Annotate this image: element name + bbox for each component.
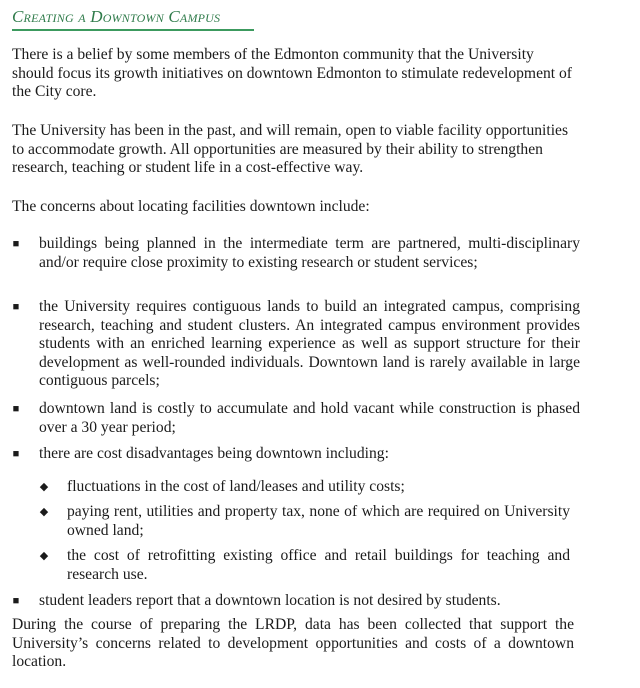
sub-bullet-text: fluctuations in the cost of land/leases and utility costs; [67, 478, 405, 495]
bullet-text: there are cost disadvantages being downtown including: [39, 445, 389, 462]
diamond-bullet-icon: ◆ [39, 506, 49, 518]
diamond-bullet-icon: ◆ [39, 481, 49, 493]
square-bullet-icon: ■ [12, 595, 20, 607]
bullet-text: downtown land is costly to accumulate and hold vacant while construction is phased over a 30 year period; [39, 400, 580, 436]
sub-bullet-text: paying rent, utilities and property tax, none of which are required on University owned land; [67, 503, 570, 539]
bullet-text: the University requires contiguous lands to build an integrated campus, comprising research, teaching and student clusters. An integrated campus environment provides students with an enriched learning experience as well as support structure for their development as well-rounded individuals. Downtown land is rarely available in large contiguous parcels; [39, 298, 580, 389]
bullet-text: buildings being planned in the intermediate term are partnered, multi-disciplinary and/or require close proximity to existing research or student services; [39, 235, 580, 271]
sub-bullet-text: the cost of retrofitting existing office and retail buildings for teaching and research use. [67, 547, 570, 583]
diamond-bullet-icon: ◆ [39, 550, 49, 562]
bullet-text: student leaders report that a downtown location is not desired by students. [39, 592, 501, 609]
closing-paragraph: During the course of preparing the LRDP, data has been collected that support the University’s concerns related to development opportunities and costs of a downtown location. [12, 616, 574, 670]
section-heading: Creating a Downtown Campus [12, 7, 221, 26]
intro-paragraph: There is a belief by some members of the Edmonton community that the University should focus its growth initiatives on downtown Edmonton to stimulate redevelopment of the City core. [12, 46, 573, 100]
square-bullet-icon: ■ [12, 448, 20, 460]
square-bullet-icon: ■ [12, 301, 20, 313]
square-bullet-icon: ■ [12, 238, 20, 250]
heading-underline [12, 29, 254, 31]
openness-paragraph: The University has been in the past, and will remain, open to viable facility opportunities to accommodate growth. All opportunities are measured by their ability to strengthen research, teaching or student life in a cost-effective way. [12, 122, 569, 176]
concerns-lead-in: The concerns about locating facilities downtown include: [12, 198, 370, 215]
square-bullet-icon: ■ [12, 403, 20, 415]
